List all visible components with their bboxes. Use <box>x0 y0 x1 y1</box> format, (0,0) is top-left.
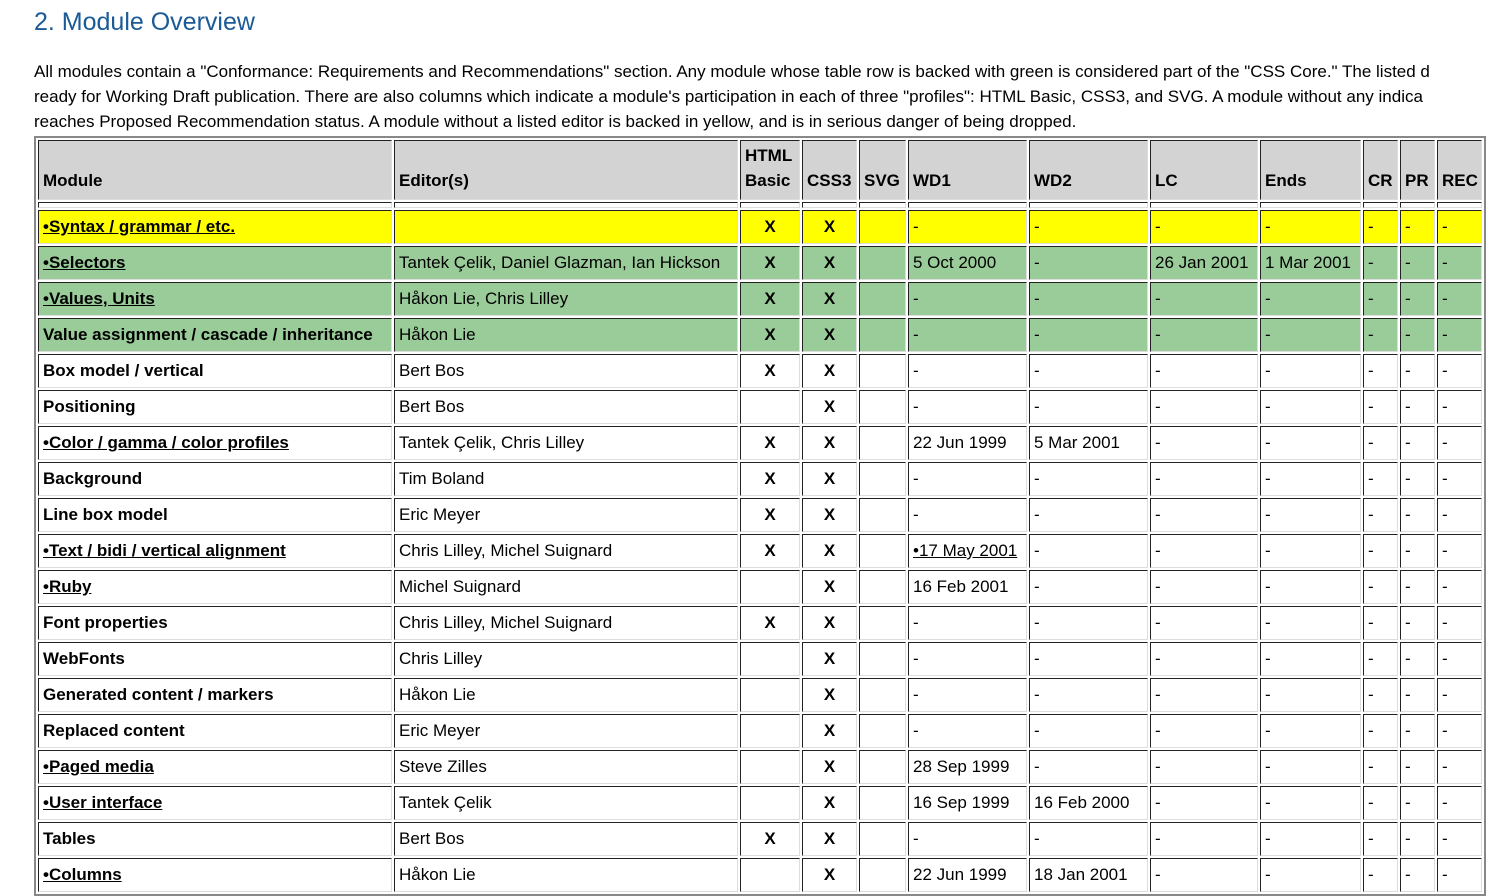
table-row <box>38 642 1482 676</box>
header-spacer-row <box>38 202 1482 208</box>
cell-ends: - <box>1260 210 1361 244</box>
cell-lc: - <box>1150 750 1258 784</box>
cell-wd1: - <box>908 822 1027 856</box>
cell-lc: - <box>1150 354 1258 388</box>
cell-wd1: - <box>908 354 1027 388</box>
cell-editors: Håkon Lie <box>394 678 738 712</box>
cell-cr: - <box>1363 498 1398 532</box>
cell-svg <box>859 210 906 244</box>
cell-module <box>38 246 392 280</box>
table-row <box>38 534 1482 568</box>
cell-lc: - <box>1150 606 1258 640</box>
cell-rec: - <box>1437 210 1482 244</box>
cell-module <box>38 210 392 244</box>
cell-pr: - <box>1400 642 1435 676</box>
cell-ends: - <box>1260 462 1361 496</box>
col-header-editors: Editor(s) <box>394 140 738 200</box>
cell-cr: - <box>1363 246 1398 280</box>
cell-module: Positioning <box>38 390 392 424</box>
cell-wd1: - <box>908 318 1027 352</box>
cell-wd1: 22 Jun 1999 <box>908 426 1027 460</box>
cell-cr: - <box>1363 462 1398 496</box>
cell-wd2: 5 Mar 2001 <box>1029 426 1148 460</box>
cell-editors: Chris Lilley, Michel Suignard <box>394 534 738 568</box>
cell-cr: - <box>1363 210 1398 244</box>
cell-module: Tables <box>38 822 392 856</box>
cell-svg <box>859 534 906 568</box>
cell-lc: - <box>1150 426 1258 460</box>
cell-wd1: - <box>908 678 1027 712</box>
cell-lc: - <box>1150 822 1258 856</box>
cell-html-basic: X <box>740 498 800 532</box>
cell-lc: 26 Jan 2001 <box>1150 246 1258 280</box>
cell-svg <box>859 462 906 496</box>
cell-svg <box>859 606 906 640</box>
cell-cr: - <box>1363 318 1398 352</box>
cell-rec: - <box>1437 606 1482 640</box>
cell-cr: - <box>1363 354 1398 388</box>
cell-html-basic <box>740 678 800 712</box>
cell-editors: Chris Lilley, Michel Suignard <box>394 606 738 640</box>
cell-editors: Håkon Lie <box>394 318 738 352</box>
cell-cr: - <box>1363 714 1398 748</box>
cell-pr: - <box>1400 462 1435 496</box>
cell-cr: - <box>1363 570 1398 604</box>
cell-lc: - <box>1150 786 1258 820</box>
module-overview-table <box>34 136 1486 896</box>
cell-module: Line box model <box>38 498 392 532</box>
cell-rec: - <box>1437 678 1482 712</box>
table-row <box>38 390 1482 424</box>
cell-html-basic: X <box>740 426 800 460</box>
cell-html-basic <box>740 858 800 892</box>
cell-lc: - <box>1150 534 1258 568</box>
cell-editors <box>394 210 738 244</box>
cell-css3: X <box>802 642 857 676</box>
cell-html-basic <box>740 714 800 748</box>
cell-lc: - <box>1150 678 1258 712</box>
cell-svg <box>859 642 906 676</box>
cell-html-basic <box>740 642 800 676</box>
cell-editors: Bert Bos <box>394 822 738 856</box>
cell-wd2: - <box>1029 642 1148 676</box>
cell-rec: - <box>1437 534 1482 568</box>
module-link[interactable]: •User interface <box>43 793 163 812</box>
cell-lc: - <box>1150 858 1258 892</box>
cell-rec: - <box>1437 642 1482 676</box>
cell-wd1: 28 Sep 1999 <box>908 750 1027 784</box>
cell-ends: - <box>1260 318 1361 352</box>
cell-svg <box>859 786 906 820</box>
cell-module: Generated content / markers <box>38 678 392 712</box>
draft-date-link[interactable]: •17 May 2001 <box>913 541 1018 560</box>
cell-wd2: 16 Feb 2000 <box>1029 786 1148 820</box>
cell-module <box>38 858 392 892</box>
cell-css3: X <box>802 390 857 424</box>
table-row <box>38 822 1482 856</box>
cell-wd2: - <box>1029 714 1148 748</box>
cell-css3: X <box>802 354 857 388</box>
cell-editors: Chris Lilley <box>394 642 738 676</box>
cell-module <box>38 750 392 784</box>
table-row <box>38 570 1482 604</box>
cell-svg <box>859 282 906 316</box>
cell-lc: - <box>1150 210 1258 244</box>
cell-svg <box>859 858 906 892</box>
cell-ends: 1 Mar 2001 <box>1260 246 1361 280</box>
cell-wd2: - <box>1029 246 1148 280</box>
cell-editors: Håkon Lie, Chris Lilley <box>394 282 738 316</box>
cell-html-basic: X <box>740 606 800 640</box>
cell-pr: - <box>1400 534 1435 568</box>
cell-wd2: - <box>1029 390 1148 424</box>
cell-module: Value assignment / cascade / inheritance <box>38 318 392 352</box>
cell-wd2: - <box>1029 210 1148 244</box>
cell-svg <box>859 318 906 352</box>
cell-module <box>38 282 392 316</box>
cell-rec: - <box>1437 498 1482 532</box>
cell-lc: - <box>1150 390 1258 424</box>
cell-css3: X <box>802 426 857 460</box>
cell-svg <box>859 354 906 388</box>
cell-cr: - <box>1363 390 1398 424</box>
cell-svg <box>859 498 906 532</box>
col-header-html-basic: HTML Basic <box>740 140 800 200</box>
cell-css3: X <box>802 462 857 496</box>
table-row <box>38 462 1482 496</box>
module-link[interactable]: •Columns <box>43 865 122 884</box>
cell-cr: - <box>1363 534 1398 568</box>
cell-wd2: - <box>1029 606 1148 640</box>
cell-module: Replaced content <box>38 714 392 748</box>
cell-lc: - <box>1150 642 1258 676</box>
cell-rec: - <box>1437 426 1482 460</box>
module-link[interactable]: •Ruby <box>43 577 92 596</box>
cell-pr: - <box>1400 714 1435 748</box>
cell-cr: - <box>1363 426 1398 460</box>
cell-pr: - <box>1400 858 1435 892</box>
cell-css3: X <box>802 786 857 820</box>
col-header-css3: CSS3 <box>802 140 857 200</box>
cell-wd2: - <box>1029 498 1148 532</box>
cell-pr: - <box>1400 354 1435 388</box>
cell-ends: - <box>1260 678 1361 712</box>
cell-wd2: - <box>1029 462 1148 496</box>
module-link[interactable]: •Paged media <box>43 757 154 776</box>
cell-wd1: - <box>908 462 1027 496</box>
cell-cr: - <box>1363 678 1398 712</box>
cell-html-basic: X <box>740 354 800 388</box>
cell-ends: - <box>1260 822 1361 856</box>
cell-svg <box>859 426 906 460</box>
cell-css3: X <box>802 678 857 712</box>
intro-line: reaches Proposed Recommendation status. A module without a listed editor is backed in yellow, and is in serious danger of being dropped. <box>34 112 1077 131</box>
cell-css3: X <box>802 570 857 604</box>
module-link[interactable]: •Syntax / grammar / etc. <box>43 217 236 236</box>
cell-pr: - <box>1400 426 1435 460</box>
col-header-pr: PR <box>1400 140 1435 200</box>
cell-pr: - <box>1400 498 1435 532</box>
cell-module <box>38 426 392 460</box>
cell-wd1: 16 Feb 2001 <box>908 570 1027 604</box>
table-row <box>38 858 1482 892</box>
cell-html-basic: X <box>740 318 800 352</box>
cell-wd1: - <box>908 714 1027 748</box>
cell-css3: X <box>802 282 857 316</box>
cell-editors: Tantek Çelik, Daniel Glazman, Ian Hickson <box>394 246 738 280</box>
cell-rec: - <box>1437 246 1482 280</box>
header-row <box>38 140 1482 200</box>
cell-pr: - <box>1400 606 1435 640</box>
table-row <box>38 678 1482 712</box>
cell-editors: Steve Zilles <box>394 750 738 784</box>
table-row <box>38 246 1482 280</box>
section-heading: 2. Module Overview <box>34 8 255 36</box>
module-link[interactable]: •Color / gamma / color profiles <box>43 433 289 452</box>
table-row <box>38 354 1482 388</box>
col-header-ends: Ends <box>1260 140 1361 200</box>
cell-editors: Håkon Lie <box>394 858 738 892</box>
table-row <box>38 750 1482 784</box>
cell-editors: Tantek Çelik, Chris Lilley <box>394 426 738 460</box>
cell-cr: - <box>1363 786 1398 820</box>
cell-editors: Michel Suignard <box>394 570 738 604</box>
cell-ends: - <box>1260 858 1361 892</box>
cell-html-basic <box>740 750 800 784</box>
intro-line: All modules contain a "Conformance: Requirements and Recommendations" section. Any module whose table row is backed with green is considered part of the "CSS Core." The listed d <box>34 62 1430 81</box>
cell-css3: X <box>802 606 857 640</box>
table-row <box>38 714 1482 748</box>
cell-html-basic <box>740 786 800 820</box>
cell-editors: Tantek Çelik <box>394 786 738 820</box>
cell-wd1: - <box>908 390 1027 424</box>
cell-pr: - <box>1400 282 1435 316</box>
cell-editors: Eric Meyer <box>394 498 738 532</box>
cell-html-basic: X <box>740 534 800 568</box>
cell-html-basic: X <box>740 246 800 280</box>
cell-rec: - <box>1437 714 1482 748</box>
col-header-module: Module <box>38 140 392 200</box>
cell-css3: X <box>802 858 857 892</box>
cell-wd2: - <box>1029 678 1148 712</box>
cell-rec: - <box>1437 786 1482 820</box>
cell-lc: - <box>1150 570 1258 604</box>
cell-wd2: - <box>1029 282 1148 316</box>
cell-rec: - <box>1437 462 1482 496</box>
cell-ends: - <box>1260 786 1361 820</box>
cell-lc: - <box>1150 462 1258 496</box>
cell-editors: Bert Bos <box>394 354 738 388</box>
cell-pr: - <box>1400 750 1435 784</box>
cell-svg <box>859 822 906 856</box>
cell-wd1: 16 Sep 1999 <box>908 786 1027 820</box>
cell-ends: - <box>1260 354 1361 388</box>
cell-wd2: - <box>1029 354 1148 388</box>
cell-ends: - <box>1260 534 1361 568</box>
cell-pr: - <box>1400 570 1435 604</box>
cell-rec: - <box>1437 282 1482 316</box>
cell-cr: - <box>1363 858 1398 892</box>
cell-pr: - <box>1400 678 1435 712</box>
cell-editors: Eric Meyer <box>394 714 738 748</box>
cell-module <box>38 534 392 568</box>
cell-ends: - <box>1260 714 1361 748</box>
cell-cr: - <box>1363 282 1398 316</box>
cell-cr: - <box>1363 750 1398 784</box>
col-header-svg: SVG <box>859 140 906 200</box>
cell-cr: - <box>1363 822 1398 856</box>
cell-html-basic <box>740 390 800 424</box>
cell-pr: - <box>1400 210 1435 244</box>
table-row <box>38 786 1482 820</box>
cell-editors: Tim Boland <box>394 462 738 496</box>
table-row <box>38 318 1482 352</box>
intro-paragraph <box>34 59 1500 134</box>
cell-lc: - <box>1150 498 1258 532</box>
cell-html-basic: X <box>740 282 800 316</box>
cell-pr: - <box>1400 786 1435 820</box>
cell-ends: - <box>1260 498 1361 532</box>
table-row <box>38 210 1482 244</box>
cell-svg <box>859 750 906 784</box>
cell-cr: - <box>1363 606 1398 640</box>
cell-rec: - <box>1437 822 1482 856</box>
cell-wd1: - <box>908 210 1027 244</box>
cell-wd2: - <box>1029 822 1148 856</box>
cell-ends: - <box>1260 426 1361 460</box>
cell-wd1: - <box>908 642 1027 676</box>
cell-cr: - <box>1363 642 1398 676</box>
col-header-wd2: WD2 <box>1029 140 1148 200</box>
intro-line: ready for Working Draft publication. There are also columns which indicate a module's participation in each of three "profiles": HTML Basic, CSS3, and SVG. A module without any indica <box>34 87 1423 106</box>
cell-wd2: - <box>1029 750 1148 784</box>
cell-module <box>38 786 392 820</box>
cell-css3: X <box>802 318 857 352</box>
col-header-rec: REC <box>1437 140 1482 200</box>
cell-module: WebFonts <box>38 642 392 676</box>
cell-html-basic: X <box>740 462 800 496</box>
cell-wd2: 18 Jan 2001 <box>1029 858 1148 892</box>
cell-pr: - <box>1400 822 1435 856</box>
module-link[interactable]: •Text / bidi / vertical alignment <box>43 541 286 560</box>
cell-rec: - <box>1437 390 1482 424</box>
cell-lc: - <box>1150 714 1258 748</box>
cell-html-basic: X <box>740 210 800 244</box>
cell-wd1 <box>908 534 1027 568</box>
cell-rec: - <box>1437 858 1482 892</box>
cell-ends: - <box>1260 570 1361 604</box>
cell-svg <box>859 390 906 424</box>
cell-lc: - <box>1150 282 1258 316</box>
table-row <box>38 426 1482 460</box>
cell-module: Box model / vertical <box>38 354 392 388</box>
cell-html-basic: X <box>740 822 800 856</box>
table-body <box>38 210 1482 892</box>
cell-svg <box>859 246 906 280</box>
cell-svg <box>859 570 906 604</box>
cell-lc: - <box>1150 318 1258 352</box>
cell-rec: - <box>1437 318 1482 352</box>
table-row <box>38 606 1482 640</box>
cell-wd1: - <box>908 282 1027 316</box>
cell-rec: - <box>1437 570 1482 604</box>
cell-pr: - <box>1400 246 1435 280</box>
cell-css3: X <box>802 750 857 784</box>
cell-editors: Bert Bos <box>394 390 738 424</box>
cell-module: Font properties <box>38 606 392 640</box>
cell-module <box>38 570 392 604</box>
cell-module: Background <box>38 462 392 496</box>
cell-wd1: - <box>908 606 1027 640</box>
cell-pr: - <box>1400 318 1435 352</box>
table-row <box>38 498 1482 532</box>
cell-wd2: - <box>1029 318 1148 352</box>
cell-rec: - <box>1437 750 1482 784</box>
cell-ends: - <box>1260 750 1361 784</box>
cell-ends: - <box>1260 642 1361 676</box>
cell-css3: X <box>802 246 857 280</box>
cell-css3: X <box>802 210 857 244</box>
cell-svg <box>859 678 906 712</box>
module-link[interactable]: •Selectors <box>43 253 126 272</box>
cell-wd1: 22 Jun 1999 <box>908 858 1027 892</box>
cell-wd1: 5 Oct 2000 <box>908 246 1027 280</box>
cell-css3: X <box>802 714 857 748</box>
cell-rec: - <box>1437 354 1482 388</box>
table-row <box>38 282 1482 316</box>
cell-ends: - <box>1260 390 1361 424</box>
col-header-wd1: WD1 <box>908 140 1027 200</box>
cell-wd1: - <box>908 498 1027 532</box>
cell-css3: X <box>802 822 857 856</box>
cell-css3: X <box>802 534 857 568</box>
cell-ends: - <box>1260 282 1361 316</box>
cell-html-basic <box>740 570 800 604</box>
col-header-cr: CR <box>1363 140 1398 200</box>
cell-wd2: - <box>1029 570 1148 604</box>
cell-ends: - <box>1260 606 1361 640</box>
col-header-lc: LC <box>1150 140 1258 200</box>
cell-svg <box>859 714 906 748</box>
cell-css3: X <box>802 498 857 532</box>
cell-pr: - <box>1400 390 1435 424</box>
cell-wd2: - <box>1029 534 1148 568</box>
module-link[interactable]: •Values, Units <box>43 289 155 308</box>
